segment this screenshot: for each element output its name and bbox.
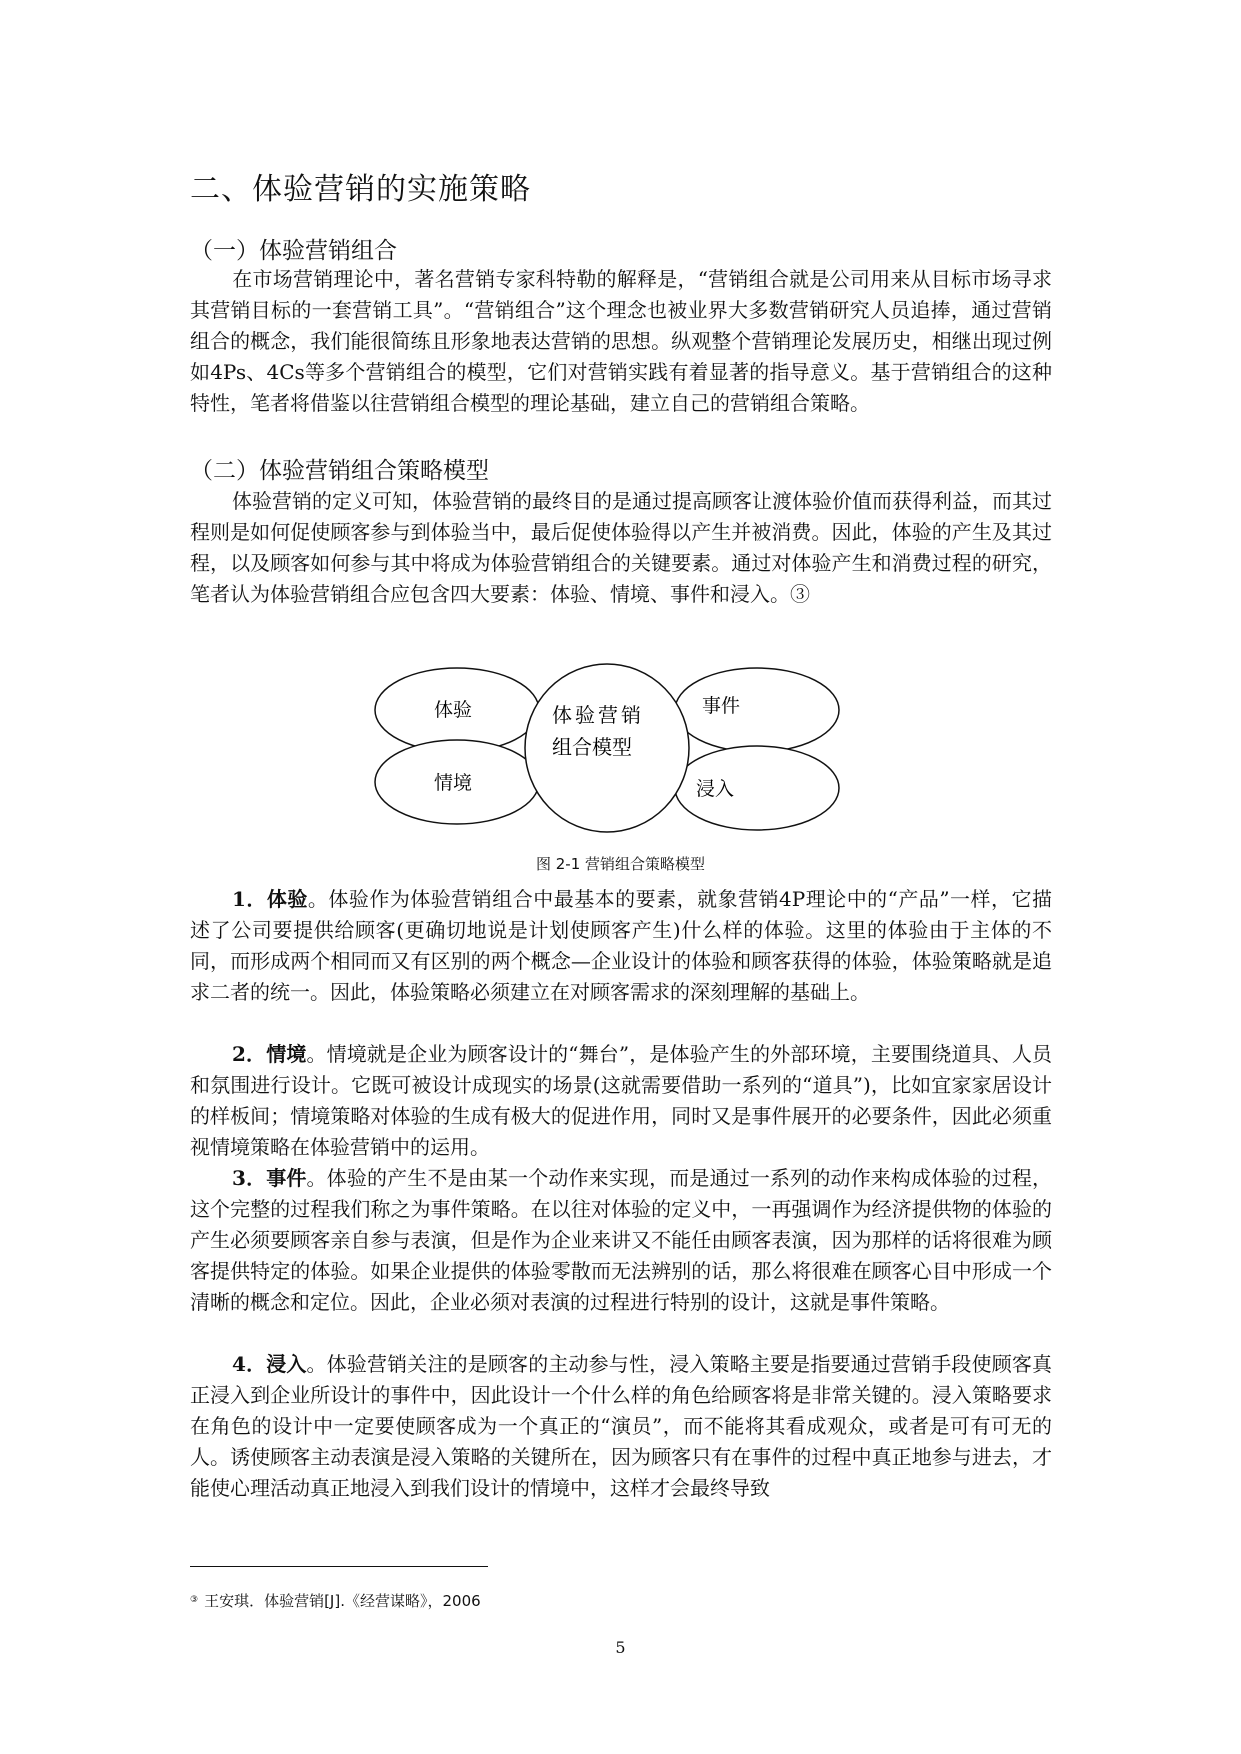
section-1-text: 在市场营销理论中，著名营销专家科特勒的解释是，“营销组合就是公司用来从目标市场寻求其营销目标的一套营销工具”。“营销组合”这个理念也被业界大多数营销研究人员追捧，通过营销组合的概念，我们能很简练且形象地表达营销的思想。纵观整个营销理论发展历史，相继出现过例如4Ps、4Cs等多个营销组合的模型，它们对营销实践有着显著的指导意义。基于营销组合的这种特性，笔者将借鉴以往营销组合模型的理论基础，建立自己的营销组合策略。	[190, 267, 1052, 415]
section-heading-2: （二）体验营销组合策略模型	[190, 458, 489, 484]
item-3-text: 。体验的产生不是由某一个动作来实现，而是通过一系列的动作来构成体验的过程，这个完整的过程我们称之为事件策略。在以往对体验的定义中，一再强调作为经济提供物的体验的产生必须要顾客亲自参与表演，但是作为企业来讲又不能任由顾客表演，因为那样的话将很难为顾客提供特定的体验。如果企业提供的体验零散而无法辨别的话，那么将很难在顾客心目中形成一个清晰的概念和定位。因此，企业必须对表演的过程进行特别的设计，这就是事件策略。	[190, 1166, 1053, 1314]
item-4-label: 4．浸入	[232, 1352, 307, 1376]
item-3-label: 3．事件	[232, 1166, 307, 1190]
item-2-label: 2．情境	[232, 1042, 307, 1066]
footnote	[190, 1590, 481, 1611]
figure-caption: 图 2-1 营销组合策略模型	[535, 855, 706, 873]
label-experience: 体验	[434, 699, 473, 721]
footnote-mark: ③	[190, 1595, 199, 1605]
label-center-line2: 组合模型	[552, 735, 632, 759]
item-paragraph-1	[190, 884, 1052, 1008]
item-paragraph-4	[190, 1349, 1052, 1504]
label-center-line1: 体验营销	[552, 703, 644, 727]
section-1-paragraph	[190, 264, 1052, 419]
item-paragraph-3	[190, 1163, 1052, 1318]
page-number: 5	[615, 1638, 626, 1657]
item-paragraph-2	[190, 1039, 1052, 1163]
item-1-text: 。体验作为体验营销组合中最基本的要素，就象营销4P理论中的“产品”一样，它描述了公司要提供给顾客(更确切地说是计划使顾客产生)什么样的体验。这里的体验由于主体的不同，而形成两个相同而又有区别的两个概念—企业设计的体验和顾客获得的体验，体验策略就是追求二者的统一。因此，体验策略必须建立在对顾客需求的深刻理解的基础上。	[190, 887, 1052, 1004]
item-1-label: 1．体验	[232, 887, 308, 911]
label-situation: 情境	[434, 772, 473, 794]
marketing-mix-diagram	[372, 660, 842, 840]
item-2-text: 。情境就是企业为顾客设计的“舞台”，是体验产生的外部环境，主要围绕道具、人员和氛围进行设计。它既可被设计成现实的场景(这就需要借助一系列的“道具”)，比如宜家家居设计的样板间；情境策略对体验的生成有极大的促进作用，同时又是事件展开的必要条件，因此必须重视情境策略在体验营销中的运用。	[190, 1042, 1052, 1159]
label-event: 事件	[702, 695, 741, 717]
section-heading-1: （一）体验营销组合	[190, 238, 397, 264]
item-4-text: 。体验营销关注的是顾客的主动参与性，浸入策略主要是指要通过营销手段使顾客真正浸入到企业所设计的事件中，因此设计一个什么样的角色给顾客将是非常关键的。浸入策略要求在角色的设计中一定要使顾客成为一个真正的“演员”，而不能将其看成观众，或者是可有可无的人。诱使顾客主动表演是浸入策略的关键所在，因为顾客只有在事件的过程中真正地参与进去，才能使心理活动真正地浸入到我们设计的情境中，这样才会最终导致	[190, 1352, 1053, 1500]
section-2-text: 体验营销的定义可知，体验营销的最终目的是通过提高顾客让渡体验价值而获得利益，而其过程则是如何促使顾客参与到体验当中，最后促使体验得以产生并被消费。因此，体验的产生及其过程，以及顾客如何参与其中将成为体验营销组合的关键要素。通过对体验产生和消费过程的研究，笔者认为体验营销组合应包含四大要素：体验、情境、事件和浸入。③	[190, 489, 1052, 606]
footnote-separator	[190, 1566, 488, 1567]
footnote-text: 王安琪．体验营销[J].《经营谋略》，2006	[204, 1592, 481, 1610]
label-immersion: 浸入	[696, 778, 735, 800]
section-2-paragraph	[190, 486, 1052, 610]
ellipse-event	[675, 668, 839, 752]
chapter-heading: 二、体验营销的实施策略	[190, 172, 531, 207]
